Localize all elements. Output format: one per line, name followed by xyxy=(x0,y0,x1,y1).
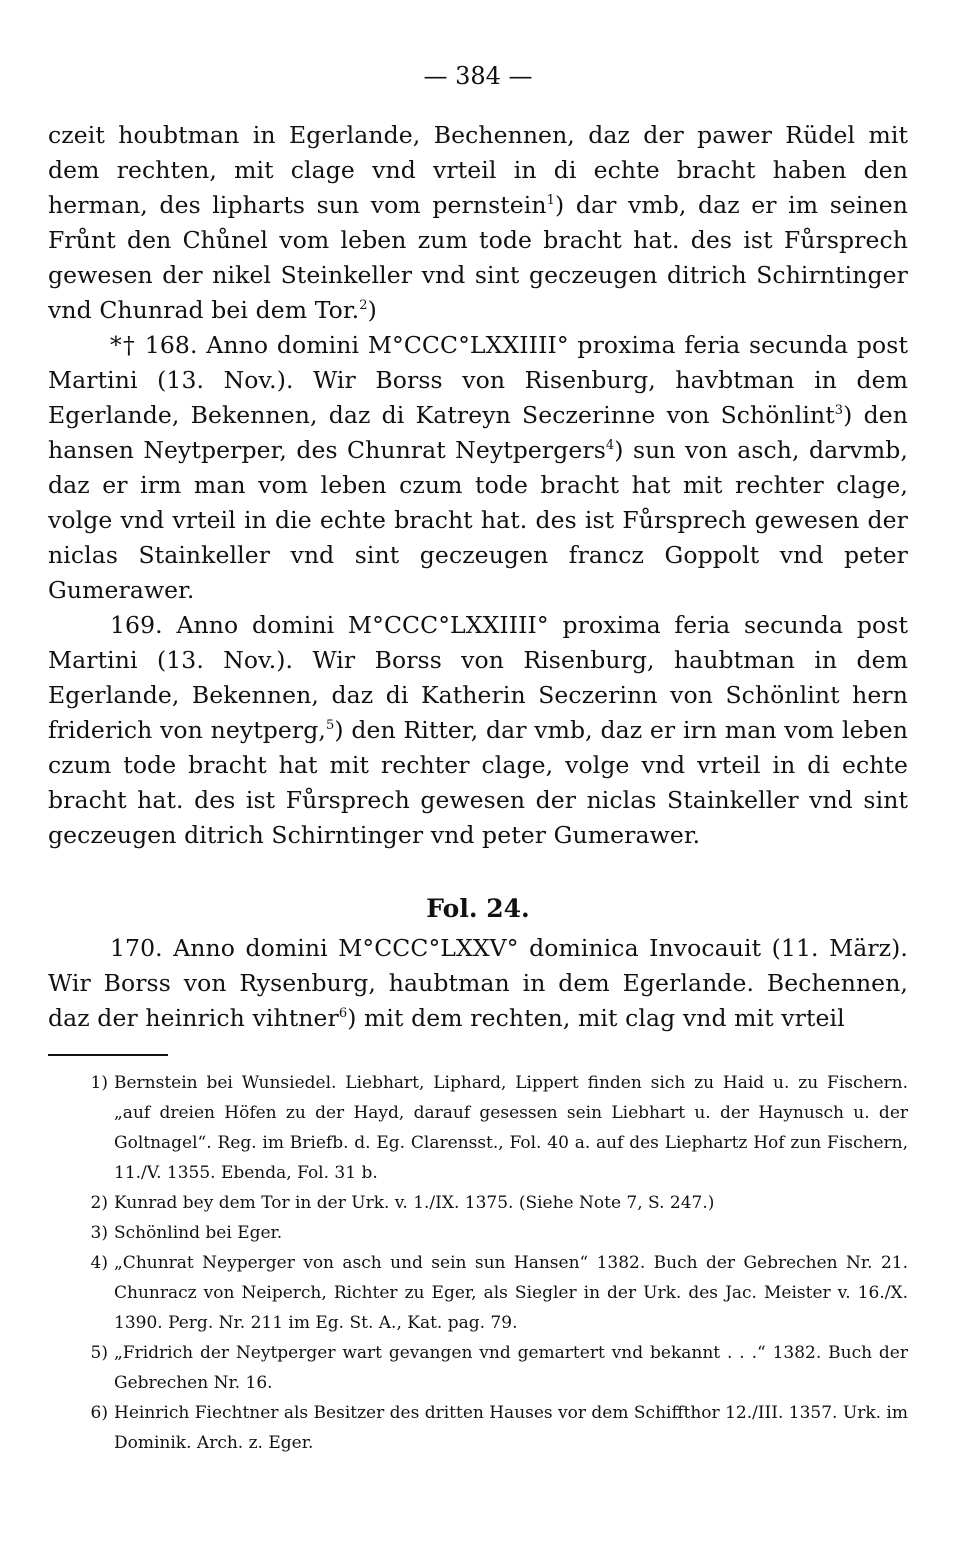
footnote-number: 2) xyxy=(90,1193,108,1213)
footnote-number: 3) xyxy=(90,1223,108,1243)
page xyxy=(48,56,908,1458)
page-number: — 384 — xyxy=(423,62,533,90)
footnotes xyxy=(48,1068,908,1458)
paragraph-169 xyxy=(48,608,908,853)
footnote-text: Kunrad bey dem Tor in der Urk. v. 1./IX. 1375. (Siehe Note 7, S. 247.) xyxy=(114,1193,715,1213)
text-span: ) xyxy=(367,296,377,324)
section-heading: Fol. 24. xyxy=(426,894,530,923)
footnote-text: Schönlind bei Eger. xyxy=(114,1223,283,1243)
footnote-4 xyxy=(48,1248,908,1338)
text-span: 169. Anno domini M°CCC°LXXIIII° proxima feria secunda post Martini (13. Nov.). Wir Borss von Risenburg, haubtman in dem Egerlande, Bekennen, daz di Katherin Seczerinn von Schönlint hern friderich von neytperg, xyxy=(48,611,908,744)
footnote-ref-4: 4 xyxy=(605,438,615,454)
footnote-text: Heinrich Fiechtner als Besitzer des dritten Hauses vor dem Schiffthor 12./III. 1357. Urk. im Dominik. Arch. z. Eger. xyxy=(114,1403,908,1453)
footnote-6 xyxy=(48,1398,908,1458)
footnote-number: 4) xyxy=(90,1253,108,1273)
footnote-3 xyxy=(48,1218,908,1248)
footnote-number: 1) xyxy=(90,1073,108,1093)
paragraph-1 xyxy=(48,118,908,328)
footnote-ref-5: 5 xyxy=(325,718,335,734)
footnote-ref-6: 6 xyxy=(338,1006,348,1022)
paragraph-168 xyxy=(48,328,908,608)
footnote-number: 6) xyxy=(90,1403,108,1423)
text-span: *† 168. Anno domini M°CCC°LXXIIII° proxima feria secunda post Martini (13. Nov.). Wir Borss von Risenburg, havbtman in dem Egerlande, Bekennen, daz di Katreyn Seczerinne von Schönlint xyxy=(48,331,908,429)
text-span: ) den Ritter, dar vmb, daz er irn man vom leben czum tode bracht hat mit rechter clage, volge vnd vrteil in di echte bracht hat. des ist Fůrsprech gewesen der niclas Stainkeller vnd sint geczeugen ditrich Schirntinger vnd peter Gumerawer. xyxy=(48,716,908,849)
footnote-ref-2: 2 xyxy=(359,298,368,314)
footnote-text: „Fridrich der Neytperger wart gevangen vnd gemartert vnd bekannt . . .“ 1382. Buch der Gebrechen Nr. 16. xyxy=(114,1343,908,1393)
footnote-text: „Chunrat Neyperger von asch und sein sun Hansen“ 1382. Buch der Gebrechen Nr. 21. Chunracz von Neiperch, Richter zu Eger, als Siegler in der Urk. des Jac. Meister v. 16./X. 1390. Perg. Nr. 211 im Eg. St. A., Kat. pag. 79. xyxy=(114,1253,908,1333)
footnote-1 xyxy=(48,1068,908,1188)
footnote-5 xyxy=(48,1338,908,1398)
footnote-2 xyxy=(48,1188,908,1218)
paragraph-170 xyxy=(48,931,908,1036)
text-span: czeit houbtman in Egerlande, Bechennen, daz der pawer Rüdel mit dem rechten, mit clage vnd vrteil in di echte bracht haben den herman, des lipharts sun vom pernstein xyxy=(48,121,908,219)
text-span: ) den hansen Neytperper, des Chunrat Neytpergers xyxy=(48,401,908,464)
text-span: 170. Anno domini M°CCC°LXXV° dominica Invocauit (11. März). Wir Borss von Rysenburg, haubtman in dem Egerlande. Bechennen, daz der heinrich vihtner xyxy=(48,934,908,1032)
footnote-divider xyxy=(48,1054,168,1056)
text-span: ) dar vmb, daz er im seinen Frůnt den Chůnel vom leben zum tode bracht hat. des ist Fůrsprech gewesen der nikel Steinkeller vnd sint geczeugen ditrich Schirntinger vnd Chunrad bei dem Tor. xyxy=(48,191,908,324)
text-span: ) sun von asch, darvmb, daz er irm man vom leben czum tode bracht hat mit rechter clage, volge vnd vrteil in die echte bracht hat. des ist Fůrsprech gewesen der niclas Stainkeller vnd sint geczeugen francz Goppolt vnd peter Gumerawer. xyxy=(48,436,909,604)
text-span: ) mit dem rechten, mit clag vnd mit vrteil xyxy=(347,1004,845,1032)
footnote-number: 5) xyxy=(90,1343,108,1363)
main-text xyxy=(48,118,908,1036)
footnote-text: Bernstein bei Wunsiedel. Liebhart, Liphard, Lippert finden sich zu Haid u. zu Fischern. „auf dreien Höfen zu der Hayd, darauf gesessen sein Liebhart u. der Haynusch u. der Goltnagel“. Reg. im Briefb. d. Eg. Clarensst., Fol. 40 a. auf des Liephartz Hof zun Fischern, 11./V. 1355. Ebenda, Fol. 31 b. xyxy=(114,1073,908,1183)
footnote-ref-3: 3 xyxy=(834,403,844,419)
footnote-ref-1: 1 xyxy=(546,193,556,209)
